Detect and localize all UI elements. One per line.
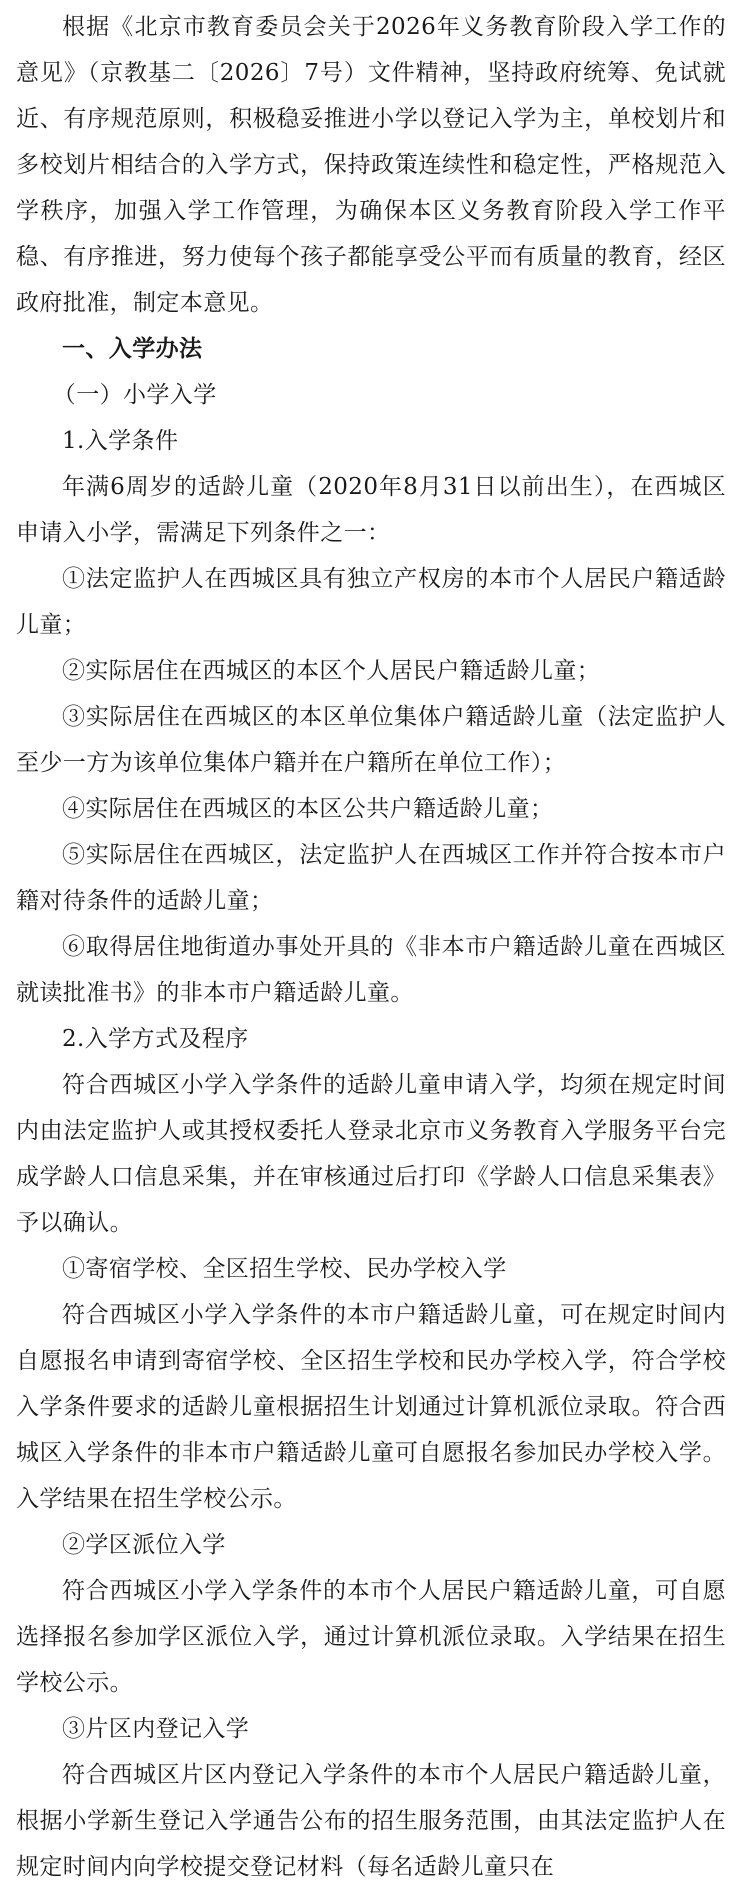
method-paragraph-boarding-schools: 符合西城区小学入学条件的本市户籍适龄儿童，可在规定时间内自愿报名申请到寄宿学校、全区招生学校和民办学校入学，符合学校入学条件要求的适龄儿童根据招生计划通过计算机派位录取。符合西城区入学条件的非本市户籍适龄儿童可自愿报名参加民办学校入学。入学结果在招生学校公示。	[16, 1302, 726, 1512]
condition-item: ⑥取得居住地街道办事处开具的《非本市户籍适龄儿童在西城区就读批准书》的非本市户籍适龄儿童。	[16, 934, 726, 1006]
item-heading-admission-procedure: 2.入学方式及程序	[62, 1026, 249, 1052]
section-heading-admission-method: 一、入学办法	[62, 336, 203, 362]
method-heading-zone-registration: ③片区内登记入学	[62, 1716, 250, 1742]
method-heading-boarding-schools: ①寄宿学校、全区招生学校、民办学校入学	[62, 1256, 507, 1282]
method-heading-district-allocation: ②学区派位入学	[62, 1532, 226, 1558]
admission-conditions-paragraph: 年满6周岁的适龄儿童（2020年8月31日以前出生），在西城区申请入小学，需满足下列条件之一：	[16, 474, 726, 546]
condition-item: ①法定监护人在西城区具有独立产权房的本市个人居民户籍适龄儿童；	[16, 566, 726, 638]
condition-item: ②实际居住在西城区的本区个人居民户籍适龄儿童；	[62, 658, 601, 684]
condition-item: ⑤实际居住在西城区，法定监护人在西城区工作并符合按本市户籍对待条件的适龄儿童；	[16, 842, 726, 914]
condition-item: ③实际居住在西城区的本区单位集体户籍适龄儿童（法定监护人至少一方为该单位集体户籍并在户籍所在单位工作）；	[16, 704, 726, 776]
method-paragraph-zone-registration: 符合西城区片区内登记入学条件的本市个人居民户籍适龄儿童，根据小学新生登记入学通告公布的招生服务范围，由其法定监护人在规定时间内向学校提交登记材料（每名适龄儿童只在	[16, 1762, 726, 1880]
intro-paragraph: 根据《北京市教育委员会关于2026年义务教育阶段入学工作的意见》（京教基二〔2026〕7号）文件精神，坚持政府统筹、免试就近、有序规范原则，积极稳妥推进小学以登记入学为主，单校划片和多校划片相结合的入学方式，保持政策连续性和稳定性，严格规范入学秩序，加强入学工作管理，为确保本区义务教育阶段入学工作平稳、有序推进，努力使每个孩子都能享受公平而有质量的教育，经区政府批准，制定本意见。	[16, 14, 726, 316]
item-heading-admission-conditions: 1.入学条件	[62, 428, 179, 454]
admission-procedure-paragraph: 符合西城区小学入学条件的适龄儿童申请入学，均须在规定时间内由法定监护人或其授权委托人登录北京市义务教育入学服务平台完成学龄人口信息采集，并在审核通过后打印《学龄人口信息采集表》予以确认。	[16, 1072, 726, 1236]
condition-item: ④实际居住在西城区的本区公共户籍适龄儿童；	[62, 796, 554, 822]
method-paragraph-district-allocation: 符合西城区小学入学条件的本市个人居民户籍适龄儿童，可自愿选择报名参加学区派位入学，通过计算机派位录取。入学结果在招生学校公示。	[16, 1578, 726, 1696]
subsection-heading-primary-school: （一）小学入学	[52, 382, 217, 408]
